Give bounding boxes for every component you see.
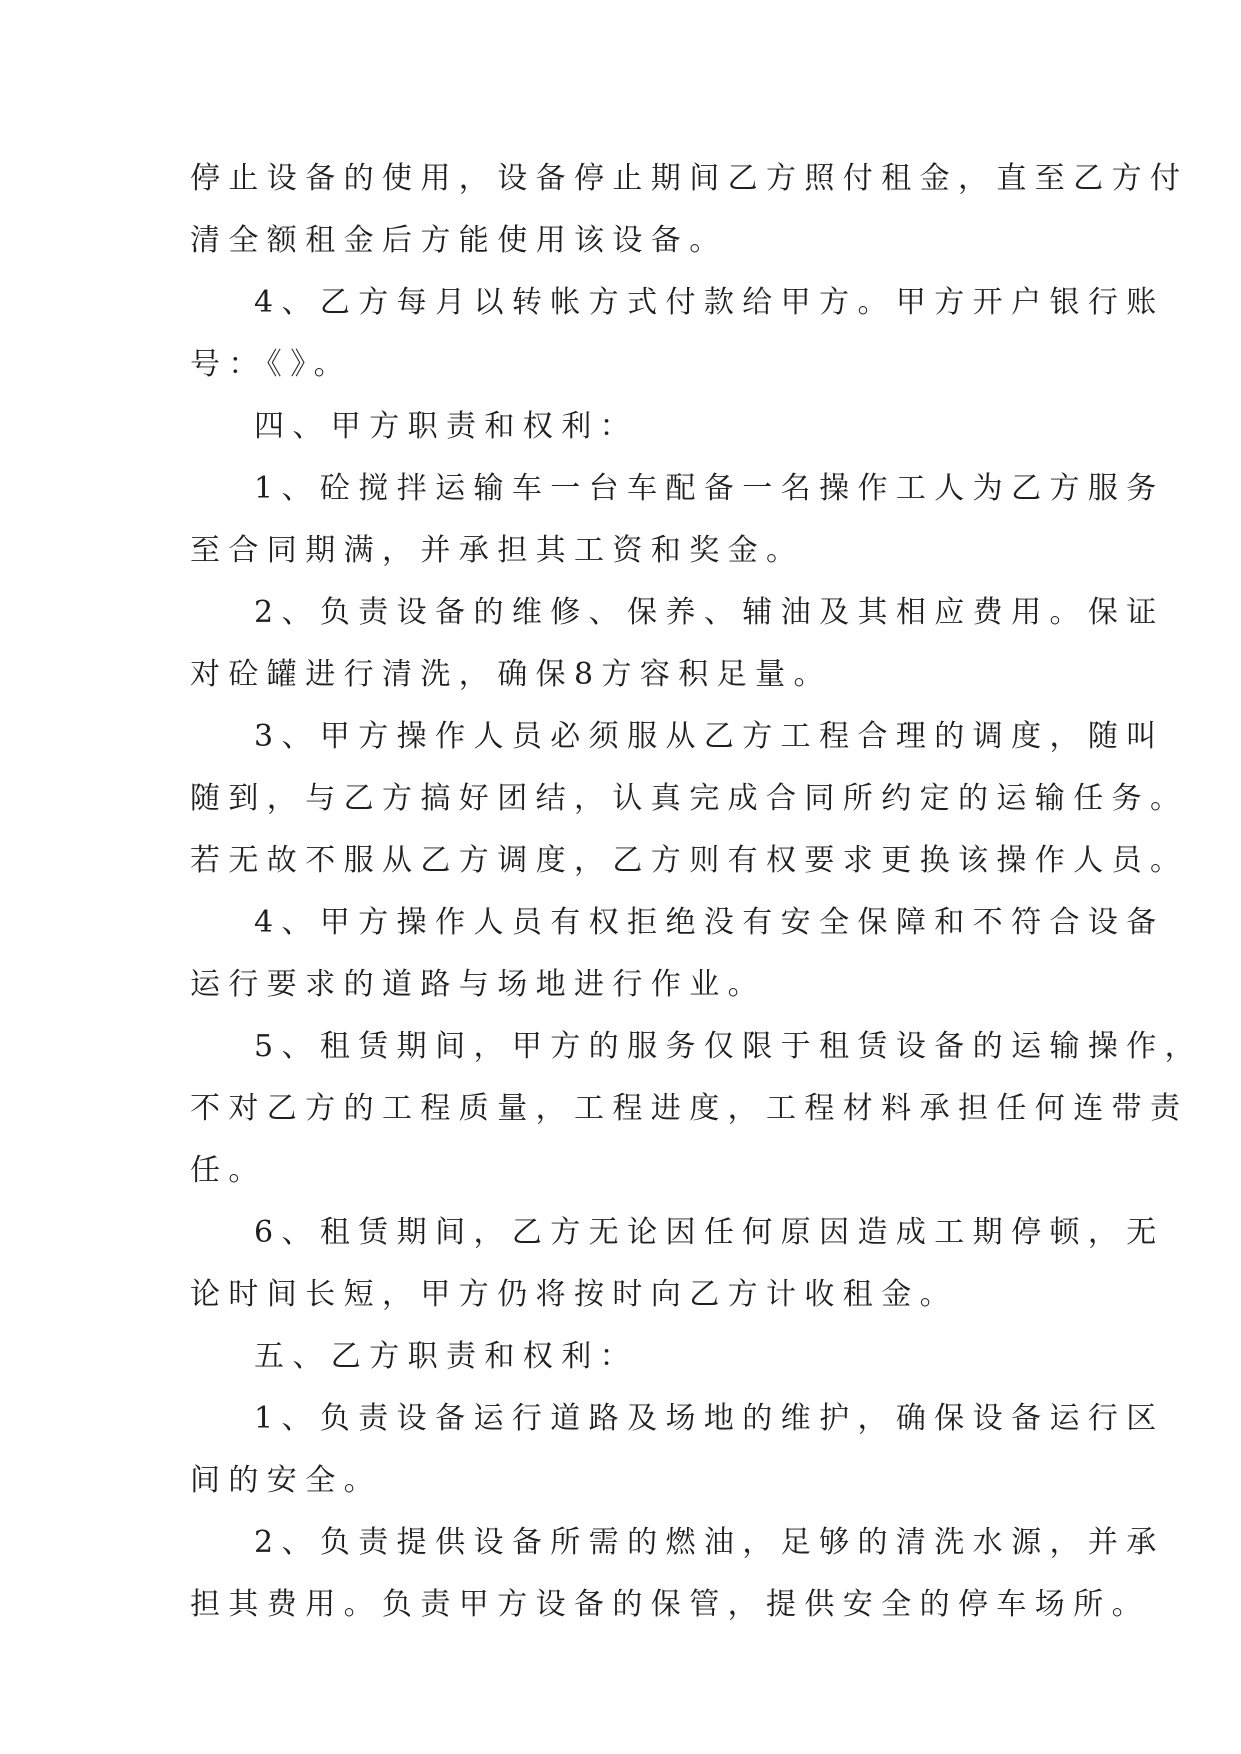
doc-line: 号：《》。 [190,347,352,382]
doc-line: 任。 [190,1153,267,1188]
doc-line: 四、甲方职责和权利： [254,409,638,444]
doc-line: 停止设备的使用，设备停止期间乙方照付租金，直至乙方付 [190,161,1189,196]
doc-line: 1、负责设备运行道路及场地的维护，确保设备运行区 [254,1401,1165,1436]
doc-line: 对砼罐进行清洗，确保8方容积足量。 [190,657,832,692]
doc-line: 运行要求的道路与场地进行作业。 [190,967,766,1002]
doc-line: 若无故不服从乙方调度，乙方则有权要求更换该操作人员。 [190,843,1189,878]
doc-line: 间的安全。 [190,1463,382,1498]
doc-line: 不对乙方的工程质量，工程进度，工程材料承担任何连带责 [190,1091,1189,1126]
doc-line: 担其费用。负责甲方设备的保管，提供安全的停车场所。 [190,1587,1150,1622]
doc-line: 1、砼搅拌运输车一台车配备一名操作工人为乙方服务 [254,471,1165,506]
doc-line: 6、租赁期间，乙方无论因任何原因造成工期停顿，无 [254,1215,1165,1250]
doc-line: 五、乙方职责和权利： [254,1339,638,1374]
doc-line: 4、乙方每月以转帐方式付款给甲方。甲方开户银行账 [254,285,1165,320]
doc-line: 3、甲方操作人员必须服从乙方工程合理的调度，随叫 [254,719,1165,754]
doc-line: 4、甲方操作人员有权拒绝没有安全保障和不符合设备 [254,905,1165,940]
doc-line: 2、负责提供设备所需的燃油，足够的清洗水源，并承 [254,1525,1165,1560]
doc-line: 清全额租金后方能使用该设备。 [190,223,728,258]
doc-line: 随到，与乙方搞好团结，认真完成合同所约定的运输任务。 [190,781,1189,816]
doc-line: 2、负责设备的维修、保养、辅油及其相应费用。保证 [254,595,1165,630]
doc-line: 至合同期满，并承担其工资和奖金。 [190,533,805,568]
doc-line: 论时间长短，甲方仍将按时向乙方计收租金。 [190,1277,958,1312]
doc-line: 5、租赁期间，甲方的服务仅限于租赁设备的运输操作， [254,1029,1204,1064]
document-body [190,161,1204,1649]
